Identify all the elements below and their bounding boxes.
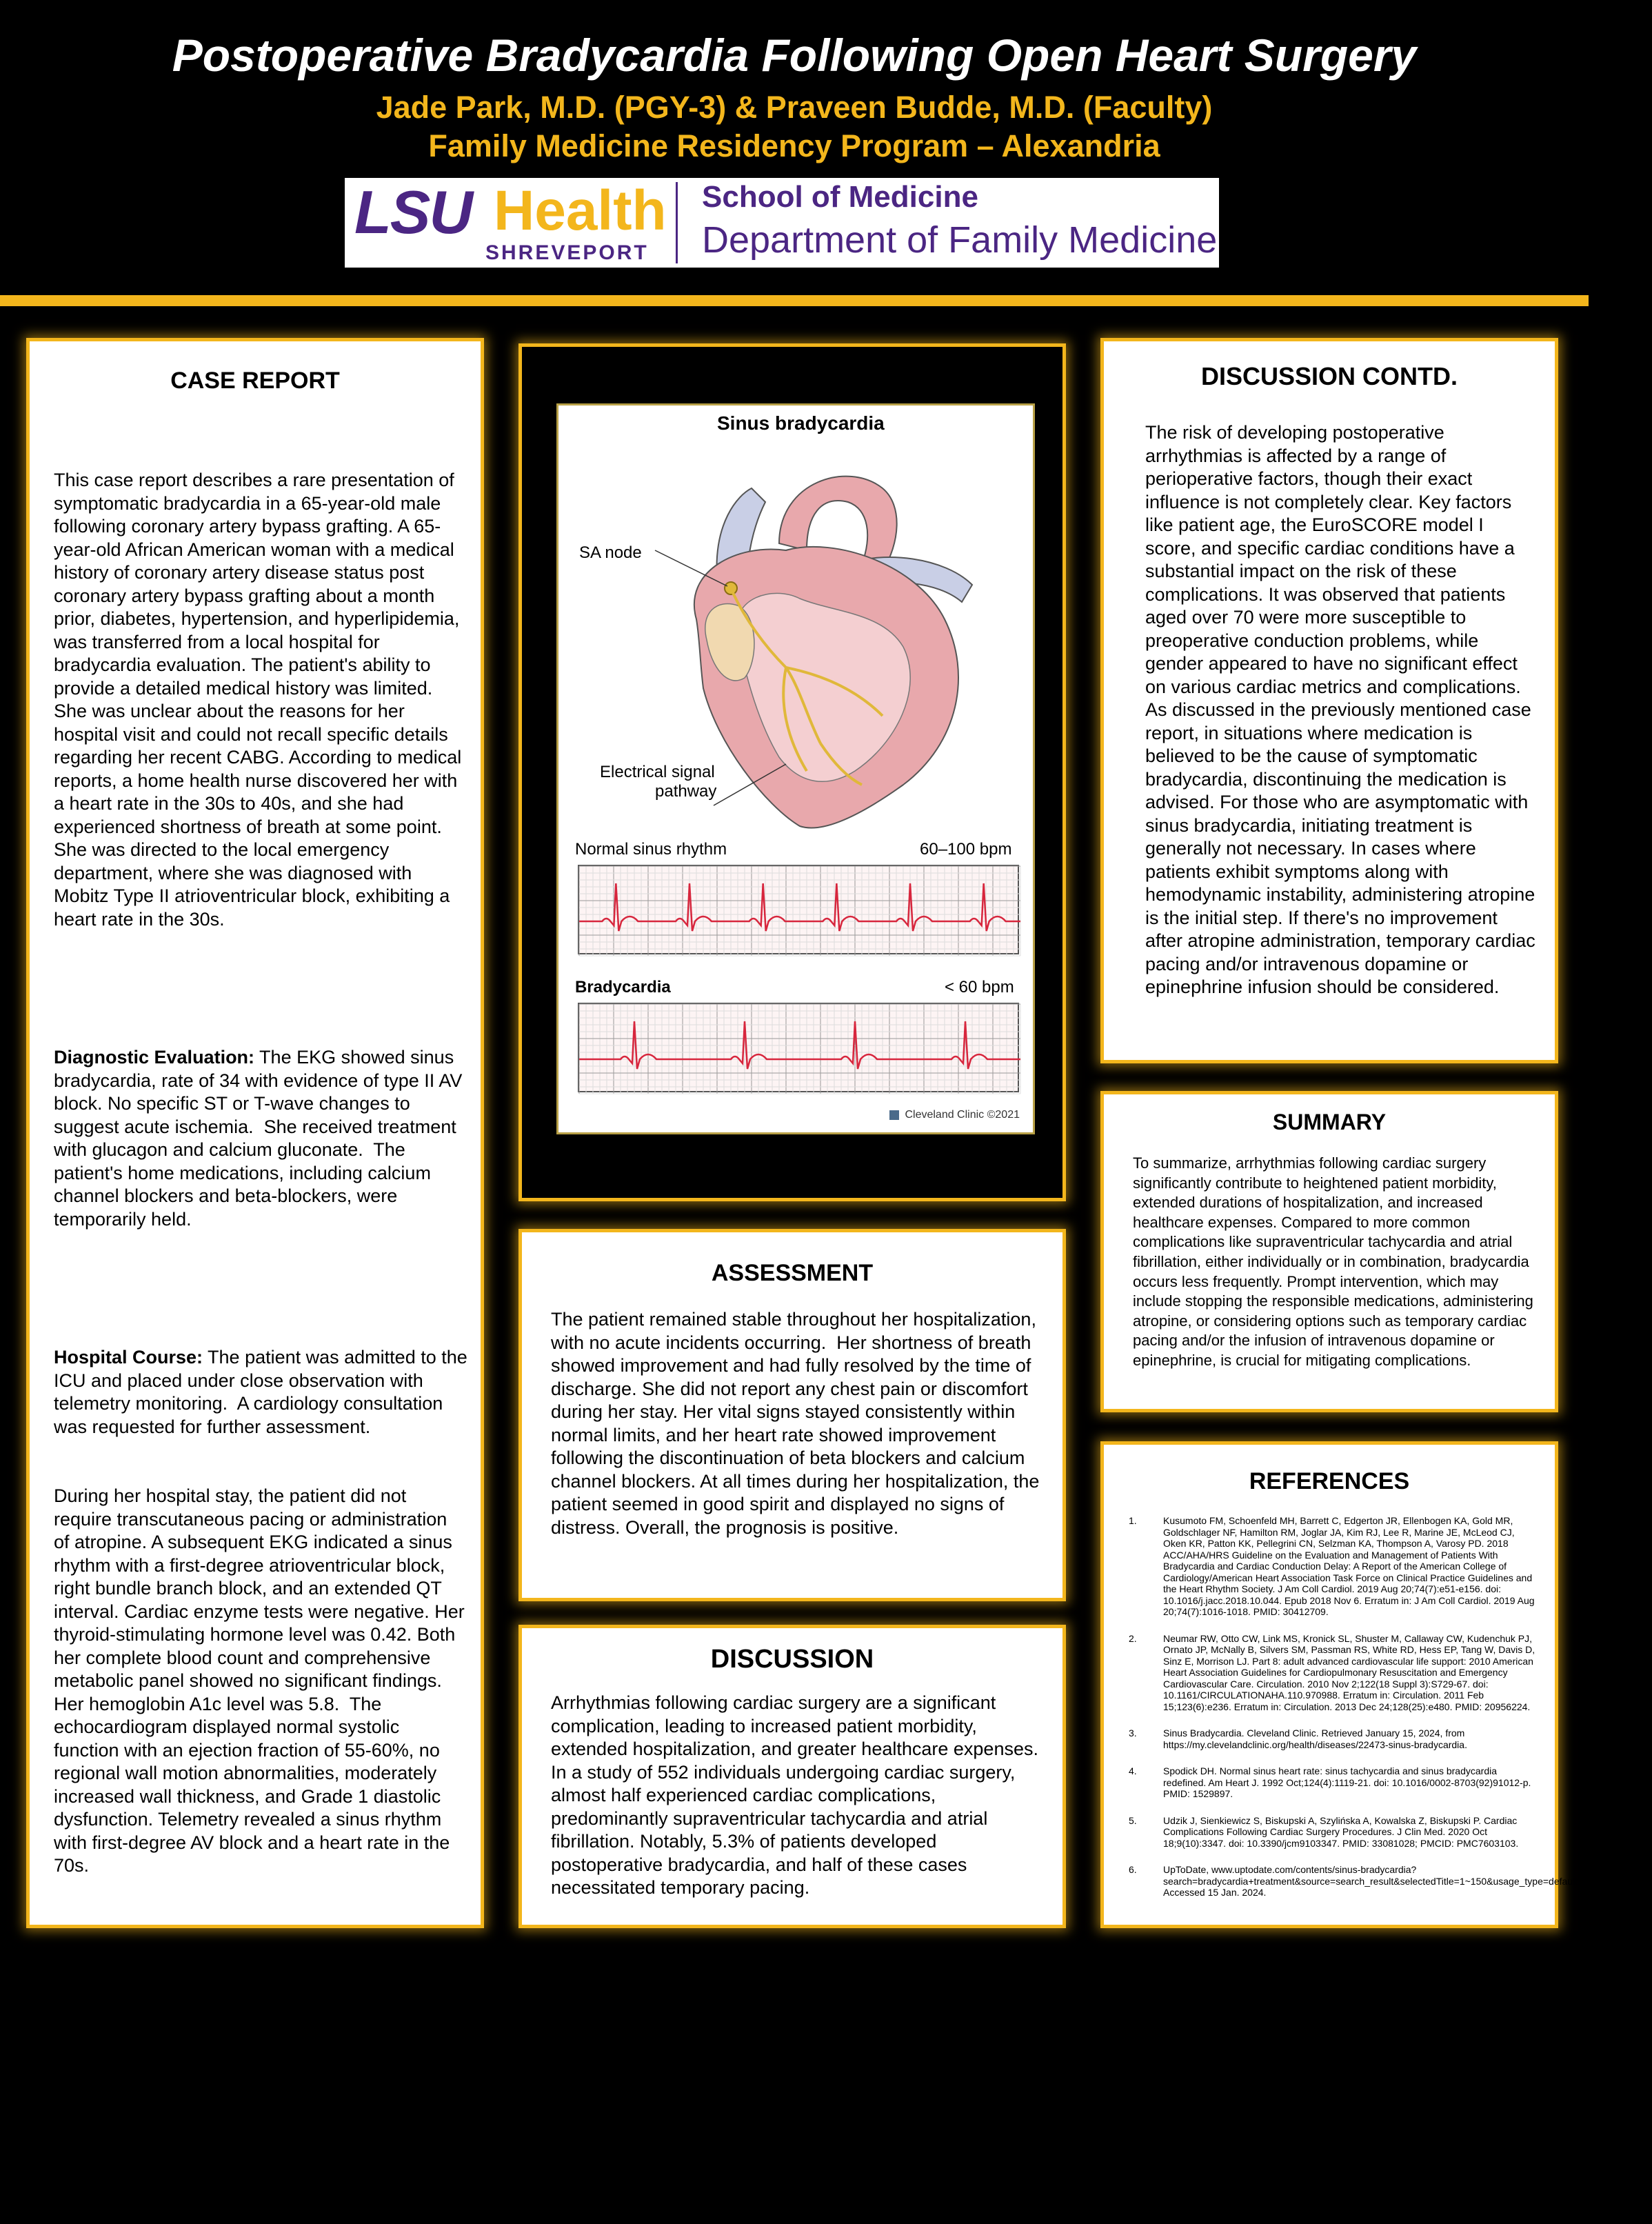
discussion-contd-body: The risk of developing postoperative arrhythmias is affected by a range of perioperative factors, though their exact influence is not completely clear. Key factors like patient age, the EuroSCORE model I score, and specific cardiac conditions have a substantial impact on the risk of these complications. It was observed that patients aged over 70 were more susceptible to preoperative conduction problems, while gender appeared to have no significant effect on various cardiac metrics and complications. As discussed in the previously mentioned case report, in situations where medication is believed to be the cause of symptomatic bradycardia, discontinuing the medication is advised. For those who are asymptomatic with sinus bradycardia, initiating treatment is generally not necessary. In cases where patients exhibit symptoms along with hemodynamic instability, administering atropine is the initial step. If there's no improvement after atropine administration, temporary cardiac pacing and/or intravenous dopamine or epinephrine infusion should be considered.: [1145, 422, 1541, 997]
reference-number: 2.: [1129, 1632, 1137, 1644]
reference-number: 3.: [1129, 1727, 1137, 1739]
references-list: [1129, 1515, 1652, 1914]
hospital-course-detail: During her hospital stay, the patient did not require transcutaneous pacing or administration of atropine. A subsequent EKG indicated a sinus rhythm with a first-degree atrioventricular block, right bundle branch block, and an extended QT interval. Cardiac enzyme tests were negative. Her thyroid-stimulating hormone level was 0.42. Both her complete blood count and comprehensive metabolic panel showed no significant findings. Her hemoglobin A1c level was 5.8. The echocardiogram displayed normal systolic function with an ejection fraction of 55-60%, no regional wall motion abnormalities, moderately increased wall thickness, and Grade 1 diastolic dysfunction. Telemetry revealed a sinus rhythm with first-degree AV block and a heart rate in the 70s.: [54, 1485, 470, 1876]
diagnostic-evaluation: [54, 1046, 467, 1231]
hospital-course-label: Hospital Course:: [54, 1347, 203, 1368]
assessment-body: The patient remained stable throughout her hospitalization, with no acute incidents occurring. Her shortness of breath showed improvement and had fully resolved by the time of discharge. She did not report any chest pain or discomfort during her stay. Her vital signs stayed consistently within normal limits, and her heart rate showed improvement following the discontinuation of beta blockers and calcium channel blockers. At all times during her hospitalization, the patient seemed in good spirit and displayed no signs of distress. Overall, the prognosis is positive.: [551, 1309, 1045, 1538]
header-divider: [0, 295, 1589, 306]
lsu-wordmark: LSU: [354, 178, 472, 246]
campus-name: SHREVEPORT: [485, 241, 649, 264]
bradycardia-ekg-trace: [579, 1004, 1020, 1094]
summary-body: To summarize, arrhythmias following cardiac surgery significantly contribute to heightened patient morbidity, extended durations of hospitalization, and increased healthcare expenses. Compared to more common complications like supraventricular tachycardia and atrial fibrillation, either individually or in combination, bradycardia occurs less frequently. Prompt intervention, which may include stopping the responsible medications, administering atropine, or considering options such as temporary cardiac pacing and/or the infusion of intravenous dopamine or epinephrine, is crucial for mitigating complications.: [1133, 1154, 1538, 1369]
reference-item: [1129, 1633, 1540, 1713]
diagnostic-label: Diagnostic Evaluation:: [54, 1047, 255, 1068]
credit-text: Cleveland Clinic ©2021: [905, 1109, 1020, 1121]
reference-item: [1129, 1515, 1540, 1618]
poster-title: Postoperative Bradycardia Following Open Heart Surgery: [172, 30, 1417, 81]
department-name: Department of Family Medicine: [702, 219, 1218, 261]
sa-node-label: SA node: [579, 543, 642, 562]
reference-number: 6.: [1129, 1864, 1137, 1875]
case-report-body: [54, 423, 473, 2224]
discussion-body: Arrhythmias following cardiac surgery are a significant complication, leading to increased patient morbidity, extended hospitalization, and greater healthcare expenses. In a study of 552 individuals undergoing cardiac surgery, almost half experienced cardiac complications, predominantly supraventricular tachycardia and atrial fibrillation. Notably, 5.3% of patients developed postoperative bradycardia, and half of these cases necessitated temporary pacing.: [551, 1692, 1044, 1898]
case-report-panel: [26, 338, 484, 2176]
discussion-panel: [518, 1625, 1066, 1928]
references-panel: [1100, 1441, 1652, 1928]
school-name: School of Medicine: [702, 180, 978, 214]
summary-heading: SUMMARY: [1272, 1110, 1387, 1134]
cleveland-clinic-icon: [889, 1110, 899, 1120]
case-intro: This case report describes a rare presentation of symptomatic bradycardia in a 65-year-old male following coronary artery bypass grafting. A 65-year-old African American woman with a medical history of coronary artery disease status post coronary artery bypass grafting about a month prior, diabetes, hypertension, and hyperlipidemia, was transferred from a local hospital for bradycardia evaluation. The patient's ability to provide a detailed medical history was limited. She was unclear about the reasons for her hospital visit and could not recall specific details regarding her recent CABG. According to medical reports, a home health nurse discovered her with a heart rate in the 30s to 40s, and she had experienced shortness of breath at some point. She was directed to the local emergency department, where she was diagnosed with Mobitz Type II atrioventricular block, exhibiting a heart rate in the 30s.: [54, 470, 467, 930]
hospital-course-text: The patient was admitted to the ICU and placed under close observation with telemetry monitoring. A cardiology consultation was requested for further assessment.: [54, 1347, 473, 1437]
normal-rhythm-rate: 60–100 bpm: [920, 840, 1012, 859]
reference-item: [1129, 1765, 1540, 1800]
summary-panel: [1100, 1091, 1558, 1412]
reference-text: UpToDate, www.uptodate.com/contents/sinus-bradycardia?search=bradycardia+treatment&source=search_result&selectedTitle=1~150&usage_type=default&display_rank=1. Accessed 15 Jan. 2024.: [1163, 1864, 1652, 1898]
heart-illustration: [558, 440, 1034, 854]
assessment-panel: [518, 1229, 1066, 1601]
figure-credit: [889, 1109, 1020, 1121]
assessment-heading: ASSESSMENT: [711, 1260, 874, 1286]
diagnostic-text: The EKG showed sinus bradycardia, rate of 34 with evidence of type II AV block. No specific ST or T-wave changes to suggest acute ischemia. She received treatment with glucagon and calcium gluconate. The patient's home medications, including calcium channel blockers and beta-blockers, were temporarily held.: [54, 1047, 467, 1230]
normal-rhythm-label: Normal sinus rhythm: [575, 840, 727, 859]
discussion-contd-panel: [1100, 338, 1558, 1063]
figure-title: Sinus bradycardia: [717, 412, 885, 434]
reference-text: Sinus Bradycardia. Cleveland Clinic. Retrieved January 15, 2024, from https://my.clevelandclinic.org/health/diseases/22473-sinus-bradycardia.: [1163, 1727, 1467, 1750]
bradycardia-label: Bradycardia: [575, 978, 671, 996]
references-heading: REFERENCES: [1249, 1468, 1410, 1494]
reference-item: [1129, 1864, 1652, 1899]
bradycardia-strip: [578, 1003, 1019, 1092]
institution-logo: [345, 178, 1219, 268]
discussion-contd-heading: DISCUSSION CONTD.: [1200, 362, 1458, 390]
health-wordmark: Health: [494, 179, 667, 242]
reference-number: 4.: [1129, 1765, 1137, 1776]
reference-number: 1.: [1129, 1515, 1137, 1526]
normal-ekg-trace: [579, 866, 1020, 956]
reference-item: [1129, 1815, 1540, 1850]
reference-text: Kusumoto FM, Schoenfeld MH, Barrett C, Edgerton JR, Ellenbogen KA, Gold MR, Goldschlager NF, Hamilton RM, Joglar JA, Kim RJ, Lee R, Marine JE, McLeod CJ, Oken KR, Patton KK, Pellegrini CN, Selzman KA, Thompson A, Varosy PD. 2018 ACC/AHA/HRS Guideline on the Evaluation and Management of Patients With Bradycardia and Cardiac Conduction Delay: A Report of the American College of Cardiology/American Heart Association Task Force on Clinical Practice Guidelines and the Heart Rhythm Society. J Am Coll Cardiol. 2019 Aug 20;74(7):e51-e156. doi: 10.1016/j.jacc.2018.10.044. Epub 2018 Nov 6. Erratum in: J Am Coll Cardiol. 2019 Aug 20;74(7):1016-1018. PMID: 30412709.: [1163, 1515, 1535, 1617]
signal-pathway-label-2: pathway: [655, 782, 717, 801]
authors: Jade Park, M.D. (PGY-3) & Praveen Budde, M.D. (Faculty): [376, 90, 1213, 125]
discussion-heading: DISCUSSION: [710, 1645, 874, 1674]
bradycardia-rate: < 60 bpm: [945, 978, 1014, 996]
reference-text: Udzik J, Sienkiewicz S, Biskupski A, Szylińska A, Kowalska Z, Biskupski P. Cardiac Complications Following Cardiac Surgery Procedures. J Clin Med. 2020 Oct 18;9(10):3347. doi: 10.3390/jcm9103347. PMID: 33081028; PMCID: PMC7603103.: [1163, 1814, 1519, 1849]
program-name: Family Medicine Residency Program – Alexandria: [428, 128, 1160, 163]
case-outcome: The patient responded well to conservative management without the need for a pacemaker. Given the patient's clinical progress, the Cardiology team approved her discharge and recommended to withhold the nodal blocking agents until she has a follow-up consultation with her cardiologist. The patient was free of symptoms and medically cleared for discharge.: [54, 1993, 463, 2176]
signal-pathway-label-1: Electrical signal: [600, 763, 715, 781]
reference-number: 5.: [1129, 1814, 1137, 1826]
reference-text: Neumar RW, Otto CW, Link MS, Kronick SL, Shuster M, Callaway CW, Kudenchuk PJ, Ornato JP, McNally B, Silvers SM, Passman RS, White RD, Hess EP, Tang W, Davis D, Sinz E, Morrison LJ. Part 8: adult advanced cardiovascular life support: 2010 American Heart Association Guidelines for Cardiopulmonary Resuscitation and Emergency Cardiovascular Care. Circulation. 2010 Nov 2;122(18 Suppl 3):S729-67. doi: 10.1161/CIRCULATIONAHA.110.970988. Erratum in: Circulation. 2011 Feb 15;123(6):e236. Erratum in: Circulation. 2013 Dec 24;128(25):e480. PMID: 20956224.: [1163, 1632, 1535, 1712]
sinus-bradycardia-figure: [556, 403, 1035, 1134]
reference-item: [1129, 1727, 1540, 1750]
normal-rhythm-strip: [578, 865, 1019, 954]
logo-divider: [676, 182, 678, 263]
reference-text: Spodick DH. Normal sinus heart rate: sinus tachycardia and sinus bradycardia redefined. Am Heart J. 1992 Oct;124(4):1119-21. doi: 10.1016/0002-8703(92)91012-p. PMID: 1529897.: [1163, 1765, 1531, 1799]
hospital-course: [54, 1346, 473, 1439]
case-report-heading: CASE REPORT: [170, 368, 340, 394]
figure-panel: [518, 343, 1066, 1201]
